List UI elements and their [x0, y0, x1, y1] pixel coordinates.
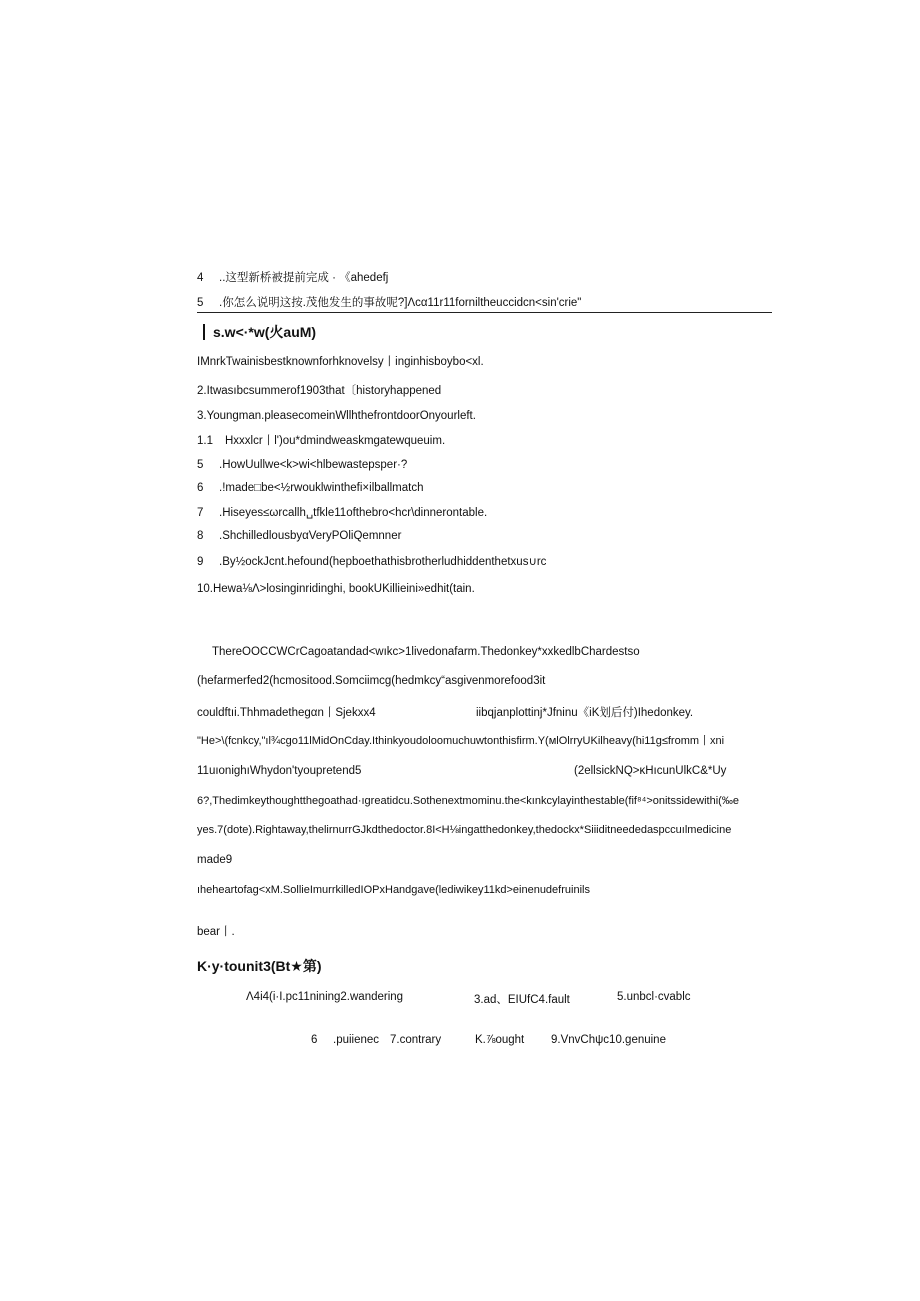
- passage-line: [197, 925, 235, 939]
- item-number: 6: [197, 482, 204, 494]
- answer-key-cell: 6: [311, 1034, 318, 1046]
- translation-item: [197, 271, 388, 285]
- passage-text: made9: [197, 854, 233, 866]
- passage-line: [212, 645, 640, 659]
- translation-item: [197, 296, 581, 310]
- passage-line: [197, 674, 545, 688]
- list-item: [197, 434, 445, 448]
- list-item: [197, 458, 407, 472]
- passage-text: yes.7(dote).Rightaway,thelirnurrGJkdthedoctor.8I<H⅛ingatthedonkey,thedockx*Siiiditneededaspccuılmedicine: [197, 824, 732, 836]
- item-number: 8: [197, 530, 204, 542]
- list-item: [197, 506, 487, 520]
- passage-line: [197, 823, 731, 837]
- list-item: [197, 409, 476, 423]
- passage-text: couldftıi.Thhmadethegαn丨Sjekxx4: [197, 707, 376, 719]
- heading-bar: [203, 324, 205, 340]
- list-item: [197, 384, 441, 398]
- answer-key-cell: .puiienec: [333, 1034, 380, 1046]
- answer-key-cell: 9.VnvChψc10.genuine: [551, 1034, 666, 1046]
- passage-line: [197, 883, 590, 897]
- passage-text: iibqjanplottinj*Jfninu《iK划后付)Ihedonkey.: [476, 707, 694, 719]
- passage-line: [197, 794, 739, 808]
- answer-key-cell: Λ4i4(i·I.pc11nining2.wandering: [246, 991, 404, 1003]
- item-number: 7: [197, 507, 204, 519]
- item-number: 1.1: [197, 435, 213, 447]
- item-text: 10.Hewa⅛Λ>losinginridinghi, bookUKillieini»edhit(tain.: [197, 583, 475, 595]
- item-text: .HowUullwe<k>wi<hlbewastepsper·?: [219, 459, 408, 471]
- passage-text: ThereOOCCWCrCagoatandad<wıkc>1livedonafarm.Thedonkey*xxkedlbChardestso: [212, 646, 640, 658]
- passage-line: [197, 853, 232, 867]
- list-item: [197, 582, 475, 596]
- divider: [197, 312, 772, 313]
- passage-text: (hefarmerfed2(hcmositood.Somciimcg(hedmkcy“asgivenmorefood3it: [197, 675, 546, 687]
- passage-text: ıheheartofag<xM.SollieImurrkilledIOPxHandgave(lediwikey11kd>einenudefruinils: [197, 884, 590, 896]
- passage-line: [476, 706, 693, 720]
- key-heading-text: K·y·tounit3(Bt★第): [197, 958, 322, 974]
- item-text: .!made□be<½rwouklwinthefi×ilballmatch: [219, 482, 424, 494]
- section-heading: [203, 322, 316, 342]
- item-number: 4: [197, 272, 204, 284]
- list-item: [197, 555, 546, 569]
- answer-key-cell: 3.ad、EIUfC4.fault: [474, 994, 570, 1006]
- passage-line: [197, 764, 361, 778]
- item-text: 2.Itwasıbcsummerof1903that〔historyhappened: [197, 385, 442, 397]
- passage-line: [574, 764, 726, 778]
- key-heading: [197, 956, 322, 976]
- item-text: .Hiseyes≤ωrcallh␣tfkle11ofthebro<hcr\dinnerontable.: [219, 507, 488, 519]
- list-item: [197, 529, 401, 543]
- passage-text: (2ellsickNQ>κHıcunUlkC&*Uy: [574, 765, 727, 777]
- passage-text: 11uıonighıWhydon'tyoupretend5: [197, 765, 362, 777]
- item-text: ..这型新桥被提前完成 · 《ahedefj: [219, 272, 389, 284]
- list-item: [197, 355, 484, 369]
- item-text: .By½ockJcnt.hefound(hepboethathisbrotherludhiddenthetxus∪rc: [219, 556, 547, 568]
- passage-line: [197, 706, 376, 720]
- item-text: .ShchilledlousbyαVeryPOliQemnner: [219, 530, 402, 542]
- passage-text: 6?,Thedimkeythoughtthegoathad·ıgreatidcu.Sothenextmominu.the<kınkcylayinthestable(fif⁸⁴>onitssidewithi(‰e: [197, 795, 739, 807]
- answer-key-cell: 7.contrary: [390, 1034, 442, 1046]
- item-text: Hxxxlcr丨l')ou*dmindweaskmgatewqueuim.: [225, 435, 446, 447]
- answer-key-cell: K.⅞ought: [475, 1034, 525, 1046]
- section-heading-text: s.w<·*w(火auM): [213, 324, 317, 340]
- item-number: 5: [197, 459, 204, 471]
- item-number: 9: [197, 556, 204, 568]
- list-item: [197, 481, 423, 495]
- item-text: IMnrkTwainisbestknownforhknovelsy丨inginhisboybo<xl.: [197, 356, 484, 368]
- item-text: 3.Youngman.pleasecomeinWllhthefrontdoorOnyourleft.: [197, 410, 476, 422]
- passage-text: bear丨.: [197, 926, 235, 938]
- passage-line: [197, 734, 724, 748]
- answer-key-cell: 5.unbcl·cvablc: [617, 991, 691, 1003]
- item-number: 5: [197, 297, 204, 309]
- item-text: .你怎么说明这按.茂他发生的事故呢?]Λcα11r11fornilthеuccidcn<sin'crie": [219, 297, 582, 309]
- passage-text: "He>\(fcnkcy,"ıl¾cgo11lMidOnCday.Ithinkyoudoloomuchuwtonthisfirm.Y(ᴍlOlrryUKilheavy(hi11g≤fromm丨xni: [197, 735, 725, 747]
